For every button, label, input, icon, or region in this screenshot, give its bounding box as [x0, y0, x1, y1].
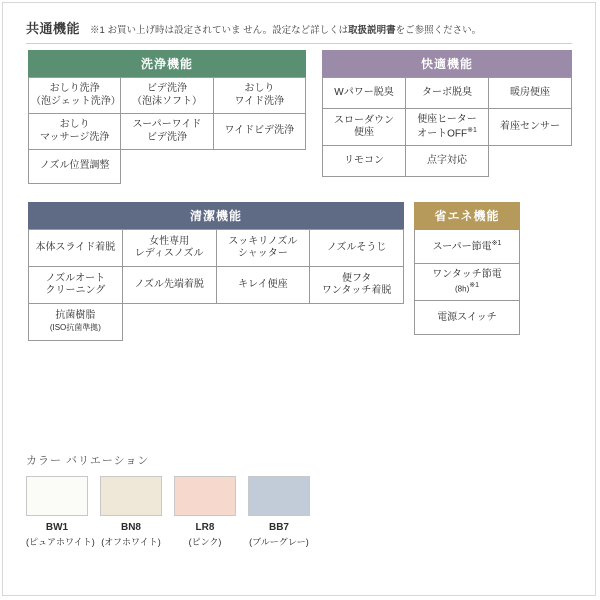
table-row	[29, 304, 404, 341]
feature-cell: 着座センサー	[489, 109, 572, 146]
feature-cell: スッキリノズル シャッター	[216, 230, 310, 267]
feature-cell: 女性専用 レディスノズル	[122, 230, 216, 267]
feature-cell: Wパワー脱臭	[323, 78, 406, 109]
table-row	[323, 109, 572, 146]
empty-cell	[310, 304, 404, 341]
feature-cell: 本体スライド着脱	[29, 230, 123, 267]
feature-cell: おしり マッサージ洗浄	[29, 114, 121, 150]
color-code: BN8	[120, 522, 141, 533]
page-header	[26, 18, 572, 44]
header-note-bold: 取扱説明書	[348, 25, 396, 36]
color-chip-bw1	[26, 476, 88, 516]
color-chip-lr8	[174, 476, 236, 516]
feature-cell: おしり ワイド洗浄	[213, 78, 305, 114]
color-code: LR8	[195, 522, 215, 533]
table-row	[323, 78, 572, 109]
feature-block-washing	[28, 50, 306, 184]
feature-cell: ノズル先端着脱	[122, 267, 216, 304]
color-chip-bb7	[248, 476, 310, 516]
color-swatch-item	[248, 476, 310, 548]
feature-cell: キレイ便座	[216, 267, 310, 304]
color-chip-bn8	[100, 476, 162, 516]
color-variation-section	[26, 452, 356, 548]
feature-cell: スーパー節電$^{※1}$	[415, 230, 520, 264]
feature-table-washing	[28, 77, 306, 184]
color-name: (ピンク)	[188, 537, 222, 547]
empty-cell	[121, 150, 213, 184]
header-note-prefix: ※1 お買い上げ時は設定されていま せん。設定など詳しくは	[90, 25, 349, 36]
color-name: (オフホワイト)	[101, 537, 161, 547]
table-row	[29, 114, 306, 150]
feature-cell: ワンタッチ節電 $(8h)^{※1}$	[415, 264, 520, 301]
color-swatch-row	[26, 476, 356, 548]
empty-cell	[489, 146, 572, 177]
feature-cell: おしり洗浄 （泡ジェット洗浄）	[29, 78, 121, 114]
table-row	[415, 230, 520, 264]
feature-block-cleanliness	[28, 202, 404, 341]
table-row	[415, 301, 520, 335]
empty-cell	[122, 304, 216, 341]
table-row	[29, 230, 404, 267]
feature-cell: ノズルオート クリーニング	[29, 267, 123, 304]
feature-cell: スローダウン 便座	[323, 109, 406, 146]
feature-cell: 電源スイッチ	[415, 301, 520, 335]
color-name: (ピュアホワイト)	[26, 537, 95, 547]
feature-cell: 抗菌樹脂 (ISO抗菌準拠)	[29, 304, 123, 341]
feature-cell: 暖房便座	[489, 78, 572, 109]
feature-cell: ワイドビデ洗浄	[213, 114, 305, 150]
color-swatch-item	[174, 476, 236, 548]
feature-table-energy-saving	[414, 229, 520, 335]
feature-block-energy-saving	[414, 202, 520, 335]
feature-block-comfort-title: 快適機能	[322, 50, 572, 77]
color-name: (ブルーグレー)	[249, 537, 309, 547]
feature-table-cleanliness	[28, 229, 404, 341]
table-row	[29, 267, 404, 304]
table-row	[415, 264, 520, 301]
feature-cell: ビデ洗浄 （泡沫ソフト）	[121, 78, 213, 114]
empty-cell	[216, 304, 310, 341]
table-row	[323, 146, 572, 177]
feature-block-cleanliness-title: 清潔機能	[28, 202, 404, 229]
header-note-suffix: をご参照ください。	[395, 25, 482, 36]
table-row	[29, 78, 306, 114]
color-code: BB7	[268, 522, 289, 533]
feature-cell: スーパーワイド ビデ洗浄	[121, 114, 213, 150]
feature-block-comfort	[322, 50, 572, 177]
page-title: 共通機能	[26, 21, 81, 36]
feature-cell: ノズル位置調整	[29, 150, 121, 184]
empty-cell	[213, 150, 305, 184]
color-code: BW1	[45, 522, 69, 533]
color-variation-title: カラー バリエーション	[26, 455, 150, 467]
header-note	[90, 22, 481, 36]
feature-cell: ターボ脱臭	[406, 78, 489, 109]
feature-block-washing-title: 洗浄機能	[28, 50, 306, 77]
feature-table-comfort	[322, 77, 572, 177]
color-swatch-item	[26, 476, 95, 548]
table-row	[29, 150, 306, 184]
feature-cell: 便座ヒーター オートOFF$^{※1}$	[406, 109, 489, 146]
feature-block-energy-saving-title: 省エネ機能	[414, 202, 520, 229]
color-swatch-item	[100, 476, 162, 548]
feature-cell: リモコン	[323, 146, 406, 177]
feature-cell: ノズルそうじ	[310, 230, 404, 267]
feature-cell: 点字対応	[406, 146, 489, 177]
feature-cell: 便フタ ワンタッチ着脱	[310, 267, 404, 304]
